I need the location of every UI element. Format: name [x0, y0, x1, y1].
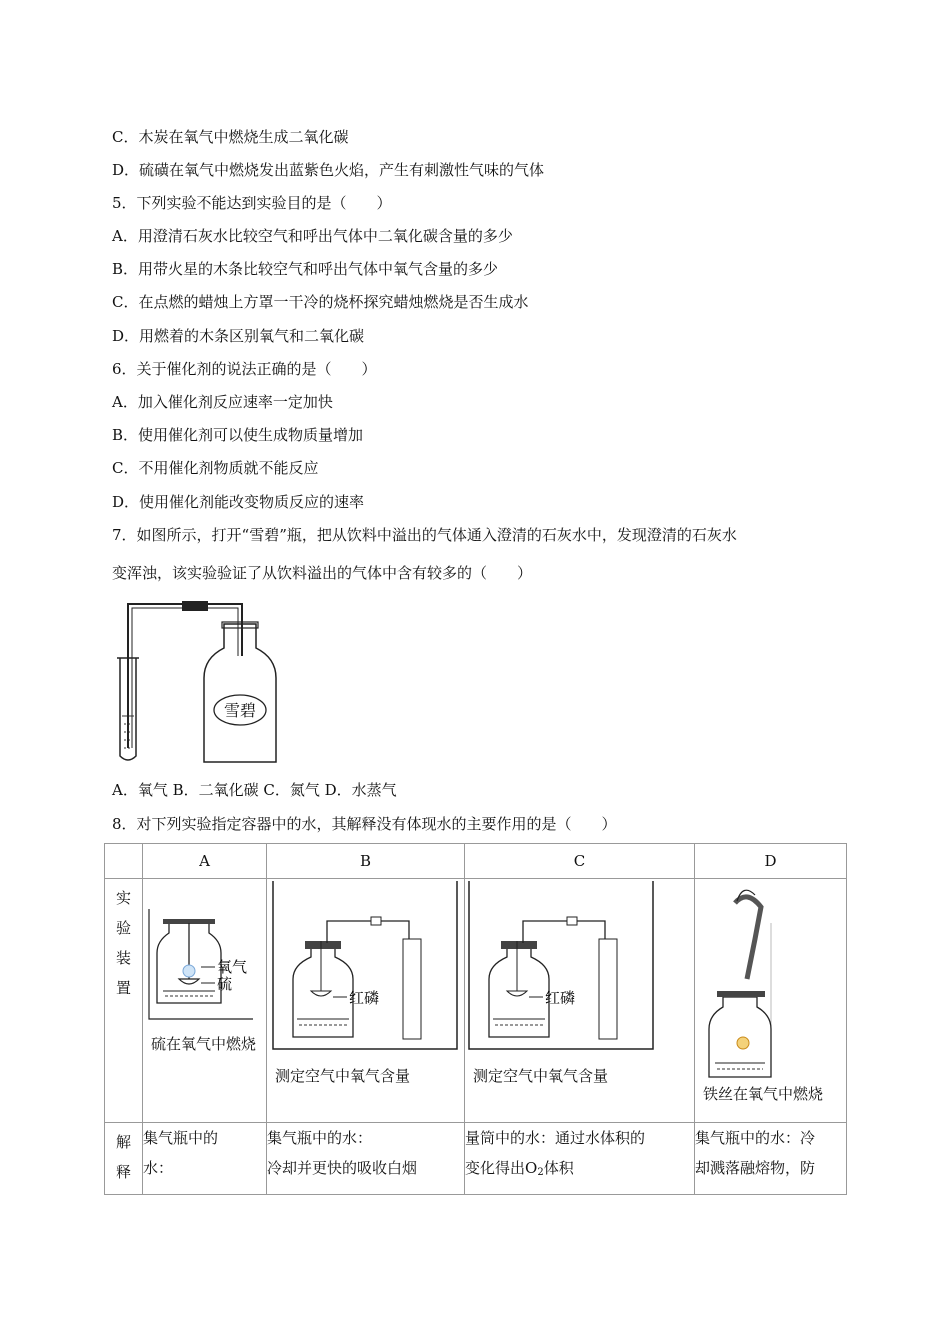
svg-text:红磷: 红磷 — [545, 989, 576, 1007]
iron-wire-combustion-figure — [695, 879, 847, 1079]
phosphorus-apparatus-b — [267, 879, 465, 1059]
option-c-q4: C．木炭在氧气中燃烧生成二氧化碳 — [112, 128, 349, 146]
experiment-table — [104, 843, 847, 1195]
row-label-apparatus: 实 验 装 置 — [105, 879, 143, 1123]
svg-text:氧气: 氧气 — [217, 958, 248, 976]
explanation-b: 集气瓶中的水： 冷却并更快的吸收白烟 — [267, 1123, 465, 1195]
question-8-stem: 8．对下列实验指定容器中的水，其解释没有体现水的主要作用的是（ ） — [112, 815, 617, 833]
option-d-q6: D．使用催化剂能改变物质反应的速率 — [112, 493, 365, 511]
cell-d-apparatus — [695, 879, 847, 1123]
explanation-c: 量筒中的水：通过水体积的 变化得出$O_2$体积 — [465, 1123, 695, 1195]
option-c-q5: C．在点燃的蜡烛上方罩一干冷的烧杯探究蜡烛燃烧是否生成水 — [112, 293, 529, 311]
header-a: A — [143, 844, 267, 879]
header-d: D — [695, 844, 847, 879]
question-7-options: A．氧气 B．二氧化碳 C．氮气 D．水蒸气 — [112, 781, 397, 799]
sulfur-combustion-figure — [143, 879, 267, 1029]
question-7-stem-line2: 变浑浊，该实验验证了从饮料溢出的气体中含有较多的（ ） — [112, 564, 533, 582]
question-5-stem: 5．下列实验不能达到实验目的是（ ） — [112, 194, 392, 212]
cell-a-apparatus — [143, 879, 267, 1123]
question-7-stem-line1: 7．如图所示，打开“雪碧”瓶，把从饮料中溢出的气体通入澄清的石灰水中，发现澄清的石灰水 — [112, 526, 737, 544]
option-b-q6: B．使用催化剂可以使生成物质量增加 — [112, 426, 364, 444]
explanation-a: 集气瓶中的 水： — [143, 1123, 267, 1195]
option-d-q5: D．用燃着的木条区别氧气和二氧化碳 — [112, 327, 365, 345]
header-blank — [105, 844, 143, 879]
option-b-q5: B．用带火星的木条比较空气和呼出气体中氧气含量的多少 — [112, 260, 499, 278]
row-label-explanation: 解 释 — [105, 1123, 143, 1195]
caption-b: 测定空气中氧气含量 — [275, 1067, 411, 1085]
header-b: B — [267, 844, 465, 879]
option-c-q6: C．不用催化剂物质就不能反应 — [112, 459, 319, 477]
question-6-stem: 6．关于催化剂的说法正确的是（ ） — [112, 360, 377, 378]
option-a-q6: A．加入催化剂反应速率一定加快 — [112, 393, 333, 411]
caption-c: 测定空气中氧气含量 — [473, 1067, 609, 1085]
caption-a: 硫在氧气中燃烧 — [151, 1035, 257, 1053]
explanation-d: 集气瓶中的水：冷 却溅落融熔物，防 — [695, 1123, 847, 1195]
phosphorus-apparatus-c — [465, 879, 695, 1059]
option-d-q4: D．硫磺在氧气中燃烧发出蓝紫色火焰，产生有刺激性气味的气体 — [112, 161, 545, 179]
cell-c-apparatus — [465, 879, 695, 1123]
cell-b-apparatus — [267, 879, 465, 1123]
bottle-label: 雪碧 — [223, 701, 257, 720]
svg-text:硫: 硫 — [217, 975, 233, 993]
svg-text:红磷: 红磷 — [349, 989, 380, 1007]
caption-d: 铁丝在氧气中燃烧 — [703, 1085, 824, 1103]
option-a-q5: A．用澄清石灰水比较空气和呼出气体中二氧化碳含量的多少 — [112, 227, 513, 245]
header-c: C — [465, 844, 695, 879]
sprite-gas-experiment-figure — [112, 598, 282, 766]
